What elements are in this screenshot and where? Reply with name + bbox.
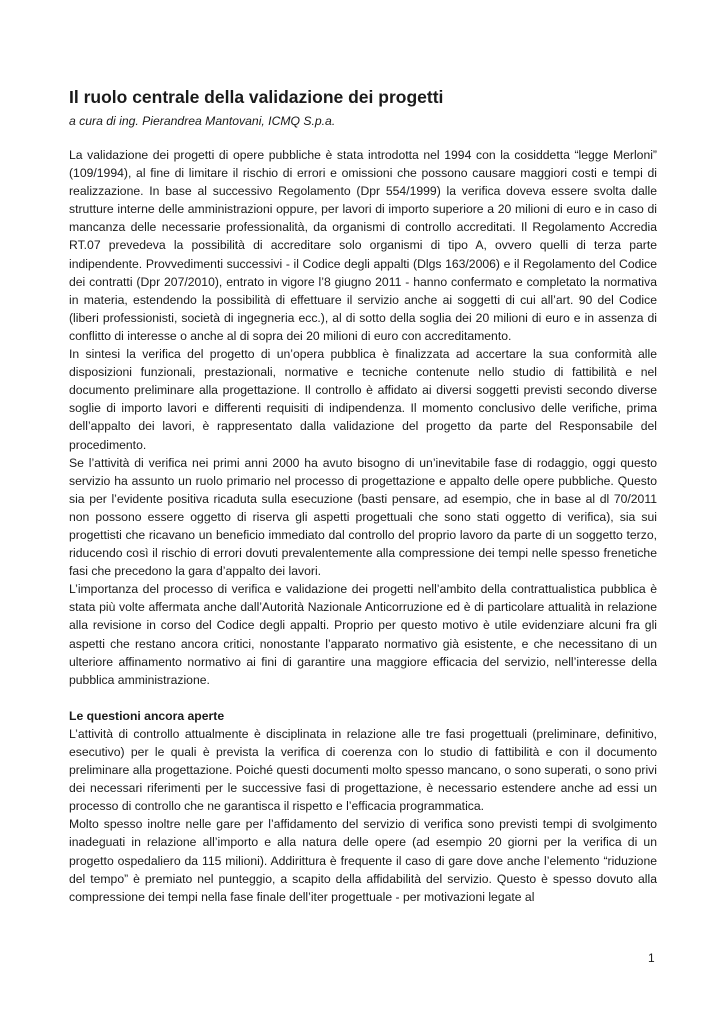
section-paragraph-1: L’attività di controllo attualmente è disciplinata in relazione alle tre fasi progettuali (preliminare, definitivo, esecutivo) per le quali è prevista la verifica di coerenza con lo studio di fattibilità e con il documento preliminare alla progettazione. Poiché questi documenti molto spesso mancano, o sono superati, o sono privi dei necessari riferimenti per le successive fasi di progettazione, è necessario estendere anche ad essi un processo di controllo che ne garantisca il rispetto e l’efficacia programmatica. <box>69 726 657 814</box>
document-body <box>69 146 657 906</box>
author-line: a cura di ing. Pierandrea Mantovani, ICMQ S.p.a. <box>69 114 336 128</box>
paragraph-2: In sintesi la verifica del progetto di un’opera pubblica è finalizzata ad accertare la sua conformità alle disposizioni funzionali, prestazionali, normative e tecniche contenute nello studio di fattibilità e nel documento preliminare alla progettazione. Il controllo è affidato ai diversi soggetti previsti secondo diverse soglie di importo lavori e differenti requisiti di indipendenza. Il momento conclusivo delle verifiche, prima dell’appalto dei lavori, è rappresentato dalla validazione del progetto da parte del Responsabile del procedimento. <box>69 347 657 452</box>
paragraph-4: L’importanza del processo di verifica e validazione dei progetti nell’ambito della contrattualistica pubblica è stata più volte affermata anche dall’Autorità Nazionale Anticorruzione ed è di particolare attualità in relazione alla revisione in corso del Codice degli appalti. Proprio per questo motivo è utile evidenziare alcuni fra gli aspetti che restano ancora critici, nonostante l’apparato normativo già esistente, e che necessitano di un ulteriore affinamento normativo ai fini di garantire una maggiore efficacia del servizio, nell’interesse della pubblica amministrazione. <box>69 582 657 687</box>
section-heading: Le questioni ancora aperte <box>69 708 225 723</box>
paragraph-3: Se l’attività di verifica nei primi anni 2000 ha avuto bisogno di un’inevitabile fase di rodaggio, oggi questo servizio ha assunto un ruolo primario nel processo di progettazione e appalto delle opere pubbliche. Questo sia per l’evidente positiva ricaduta sulla esecuzione (basti pensare, ad esempio, che in base al dl 70/2011 non possono essere oggetto di riserva gli aspetti progettuali che sono stati oggetto di verifica), sia sui progettisti che ricavano un beneficio immediato dal controllo del proprio lavoro da parte di un soggetto terzo, riducendo così il rischio di errori dovuti prevalentemente alla compressione dei tempi nelle spesso frenetiche fasi che precedono la gara d’appalto dei lavori. <box>69 455 657 579</box>
paragraph-1: La validazione dei progetti di opere pubbliche è stata introdotta nel 1994 con la cosiddetta “legge Merloni” (109/1994), al fine di limitare il rischio di errori e omissioni che possono causare maggiori costi e tempi di realizzazione. In base al successivo Regolamento (Dpr 554/1999) la verifica doveva essere svolta dalle strutture interne delle amministrazioni oppure, per lavori di importo superiore a 20 milioni di euro e in caso di mancanza delle necessarie professionalità, da organismi di controllo accreditati. Il Regolamento Accredia RT.07 prevedeva la possibilità di accreditare solo organismi di tipo A, ovvero quelli di terza parte indipendente. Provvedimenti successivi - il Codice degli appalti (Dlgs 163/2006) e il Regolamento del Codice dei contratti (Dpr 207/2010), entrato in vigore l’8 giugno 2011 - hanno confermato e completato la normativa in materia, estendendo la possibilità di effettuare il servizio anche ai soggetti di cui all’art. 90 del Codice (liberi professionisti, società di ingegneria ecc.), al di sotto della soglia dei 20 milioni di euro e in assenza di conflitto di interesse o anche al di sopra dei 20 milioni di euro con accreditamento. <box>69 148 657 343</box>
document-page <box>69 86 657 906</box>
section-paragraph-2: Molto spesso inoltre nelle gare per l’affidamento del servizio di verifica sono previsti tempi di svolgimento inadeguati in relazione all’importo e alla natura delle opere (ad esempio 20 giorni per la verifica di un progetto ospedaliero da 115 milioni). Addirittura è frequente il caso di gare dove anche l’elemento “riduzione del tempo” è premiato nel punteggio, a scapito della affidabilità del servizio. Questo è spesso dovuto alla compressione dei tempi nella fase finale dell’iter progettuale - per motivazioni legate al <box>69 817 657 904</box>
page-number: 1 <box>648 951 655 965</box>
document-title: Il ruolo centrale della validazione dei progetti <box>69 87 444 107</box>
